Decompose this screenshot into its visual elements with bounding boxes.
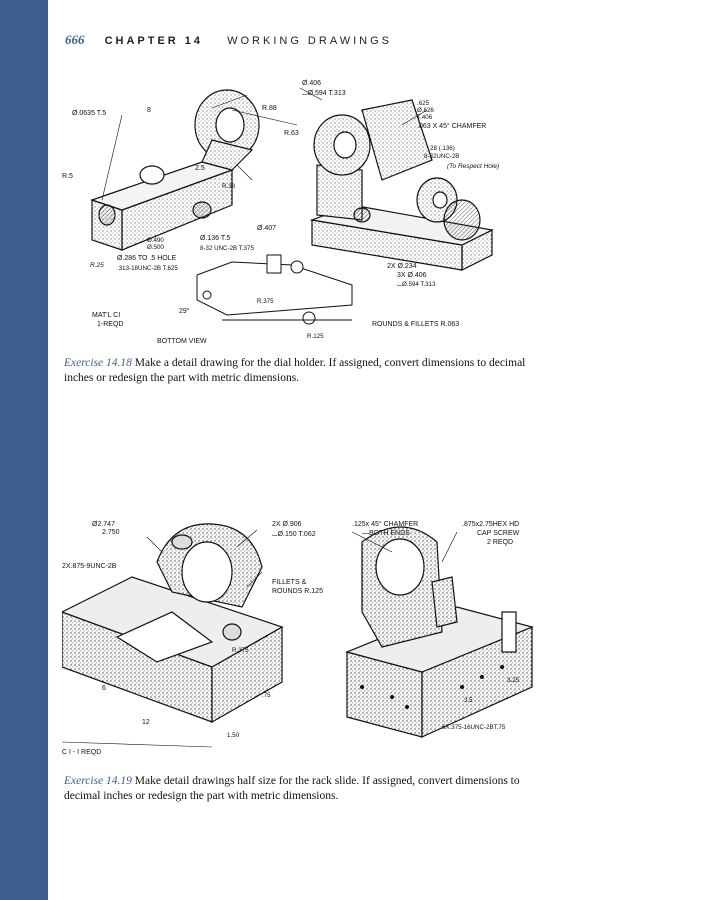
r-38-label: R.38: [222, 183, 236, 190]
figure-rack-slide: [62, 512, 552, 762]
page-side-bar: [0, 0, 48, 900]
ci-label: C I - I REQD: [62, 749, 102, 756]
dim-29-label: 29°: [179, 308, 190, 315]
r-63-label: R.63: [284, 130, 299, 137]
dim-6-label: 6: [102, 685, 106, 692]
d-3x594-label: ⌴Ø.594 T.313: [397, 281, 436, 288]
r-125-label: R.125: [307, 333, 324, 340]
d-906-label: 2X Ø.906: [272, 521, 302, 528]
caption-2-text: Make detail drawings half size for the rack slide. If assigned, convert dimensions to decimal inches or redesign the part with metric dimensions.: [64, 775, 520, 802]
dims-625-label: .625: [417, 100, 430, 107]
fillets-label: FILLETS &: [272, 579, 307, 586]
d-2747-label: Ø2.747: [92, 521, 115, 528]
r-25-label: R.25: [90, 262, 104, 269]
dia-406-label: Ø.406: [302, 80, 322, 87]
d-500-label: Ø.500: [147, 244, 164, 251]
dims-626-label: Ø.626: [417, 107, 434, 114]
r-5-label: R.5: [62, 173, 73, 180]
d-490-label: Ø.490: [147, 237, 164, 244]
d-286-label: Ø.286 TO .5 HOLE: [117, 255, 177, 262]
unc-8-label: 8-32UNC-2B: [424, 153, 460, 160]
dim-35-label: 3.5: [464, 697, 473, 704]
dim-325-label: 3.25: [507, 677, 520, 684]
d-136-label: Ø.136 T.5: [200, 235, 231, 242]
cbore-label: ⌴Ø.594 T.313: [302, 90, 346, 97]
material-label: MAT'L CI: [92, 312, 121, 319]
r-375-label: R.375: [257, 298, 274, 305]
d-407-label: Ø.407: [257, 225, 277, 232]
dim-150-label: 1.50: [227, 732, 240, 739]
r-88-label: R.88: [262, 105, 277, 112]
chamfer-125-label: .125x 45° CHAMFER: [352, 521, 419, 528]
reqd-2-label: 2 REQD: [487, 539, 514, 546]
unc-313-label: .313-18UNC-2B T.625: [117, 265, 178, 272]
hole-spec-label: Ø.0635 T.5: [72, 110, 107, 117]
caption-exercise-14-18: [64, 356, 534, 386]
hole-26-label: 28 (.136): [430, 145, 455, 152]
rounds-label: ROUNDS & FILLETS R.063: [372, 321, 460, 328]
both-ends-label: —BOTH ENDS: [362, 530, 410, 537]
caption-1-text: Make a detail drawing for the dial holder. If assigned, convert dimensions to decimal inches or redesign the part with metric dimensions.: [64, 357, 526, 384]
tapped-label: (To Respect Hole): [447, 163, 500, 170]
unc-875-label: 2X.875-9UNC-2B: [62, 563, 117, 570]
chamfer-label: .063 X 45° CHAMFER: [417, 123, 487, 130]
dim-8-label: 8: [147, 107, 151, 114]
dial-holder-drawing: [62, 70, 532, 355]
d-234-label: 2X Ø.234: [387, 263, 417, 270]
t406-label: T.406: [417, 114, 433, 121]
caption-exercise-14-19: [64, 774, 534, 804]
unc-32-label: 8-32 UNC-2B T.375: [200, 245, 254, 252]
cbore-150-label: ⌴Ø.150 T.062: [272, 531, 316, 538]
caption-2-label: Exercise 14.19: [64, 775, 132, 787]
chapter-label: CHAPTER 14: [104, 35, 204, 47]
dim-25-label: 2.5: [195, 165, 205, 172]
cap-screw-label: CAP SCREW: [477, 530, 520, 537]
capscrew-label: .875x2.75HEX HD: [462, 521, 520, 528]
d-3x406-label: 3X Ø.406: [397, 272, 427, 279]
d-2750-label: 2.750: [102, 529, 120, 536]
caption-1-label: Exercise 14.18: [64, 357, 132, 369]
page-number: 666: [65, 32, 85, 47]
unc-375-label: 6X.375-16UNC-2BT.75: [442, 724, 506, 731]
rack-slide-drawing: [62, 512, 552, 762]
bottom-view-label: BOTTOM VIEW: [157, 338, 207, 345]
chapter-title: WORKING DRAWINGS: [227, 35, 393, 47]
figure-dial-holder: [62, 70, 532, 355]
page-header: [65, 32, 392, 48]
dim-75-label: .75: [262, 692, 271, 699]
dim-12-label: 12: [142, 719, 150, 726]
reqd-label: 1-REQD: [97, 321, 124, 328]
rounds-125-label: ROUNDS R.125: [272, 588, 323, 595]
r-375-2-label: R.375: [232, 647, 249, 654]
